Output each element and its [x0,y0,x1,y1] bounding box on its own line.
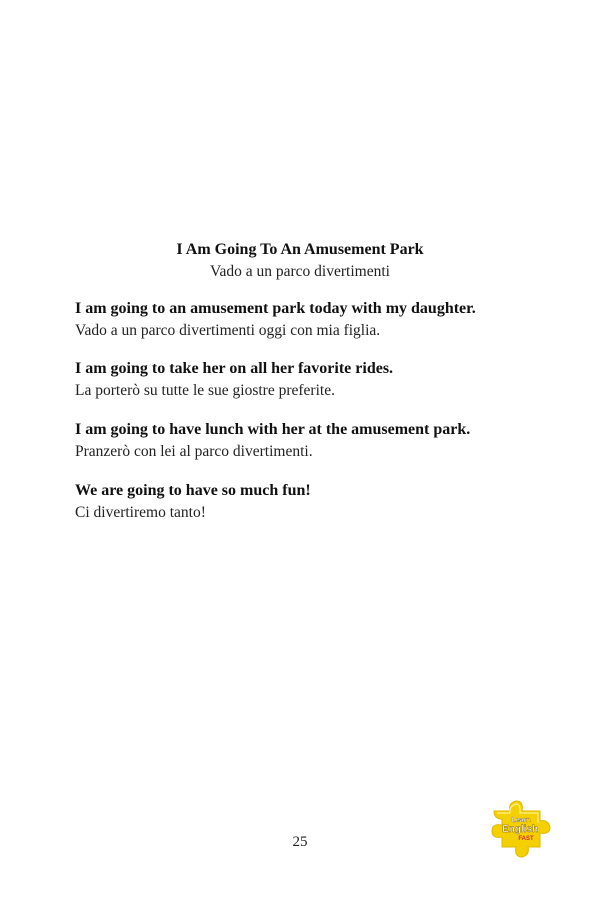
sentence-pair [75,419,545,463]
logo-text-learn: Learn [511,817,531,824]
puzzle-piece-icon [488,797,554,859]
page-number: 25 [292,834,308,850]
english-sentence: I am going to have lunch with her at the amusement park. [75,421,471,438]
english-sentence: I am going to take her on all her favorite rides. [75,360,394,377]
italian-translation: Ci divertiremo tanto! [75,504,206,521]
english-sentence: I am going to an amusement park today with my daughter. [75,300,476,317]
sentence-pair [75,480,545,524]
sentence-pair [75,298,545,342]
italian-translation: Vado a un parco divertimenti oggi con mia figlia. [75,322,381,339]
italian-translation: Pranzerò con lei al parco divertimenti. [75,443,313,460]
italian-translation: La porterò su tutte le sue giostre preferite. [75,382,335,399]
lesson-heading [0,239,600,283]
english-sentence: We are going to have so much fun! [75,482,311,499]
lesson-subtitle: Vado a un parco divertimenti [210,263,390,280]
lesson-title: I Am Going To An Amusement Park [176,241,424,258]
sentence-pair [75,358,545,402]
learn-english-fast-logo [488,797,554,859]
logo-text-english: English [501,824,539,835]
logo-text-fast: FAST [518,836,534,842]
